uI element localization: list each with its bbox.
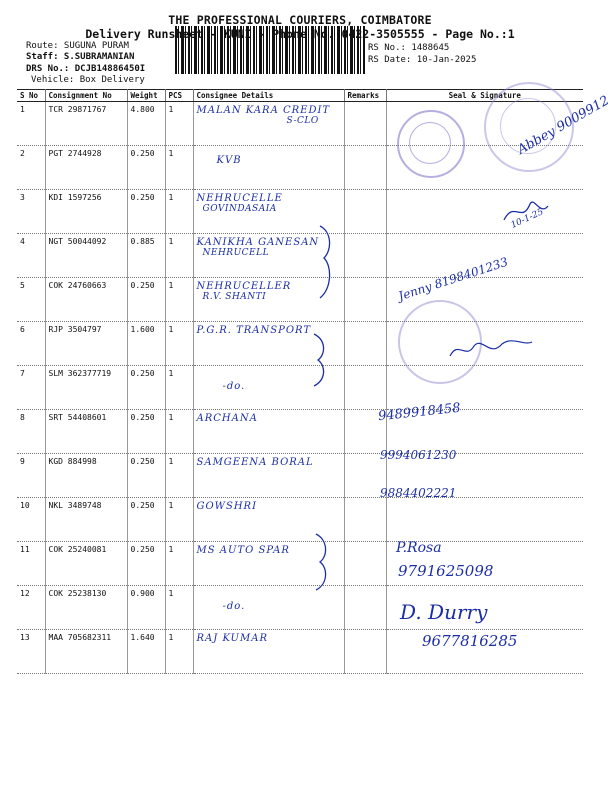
company-title: THE PROFESSIONAL COURIERS, COIMBATORE <box>168 13 432 27</box>
cell-weight: 0.250 <box>127 190 165 234</box>
cell-pcs: 1 <box>165 542 193 586</box>
cell-consignment: KGD 884998 <box>45 454 127 498</box>
cell-sno: 13 <box>17 630 45 674</box>
cell-sno: 4 <box>17 234 45 278</box>
cell-remarks <box>344 278 386 322</box>
cell-sno: 8 <box>17 410 45 454</box>
consignee-handwriting-line2: NEHRUCELL <box>202 248 270 258</box>
cell-consignee <box>193 630 344 674</box>
signature-row-12-name: P.Rosa <box>396 540 442 556</box>
consignee-handwriting: -do. <box>222 381 246 392</box>
cell-pcs: 1 <box>165 586 193 630</box>
cell-consignment: MAA 705682311 <box>45 630 127 674</box>
cell-sno: 7 <box>17 366 45 410</box>
col-consignee: Consignee Details <box>193 90 344 102</box>
consignee-handwriting: RAJ KUMAR <box>196 633 268 644</box>
signature-row-11: 9884402221 <box>380 486 457 500</box>
bracket-mark <box>308 530 338 594</box>
col-pcs: PCS <box>165 90 193 102</box>
cell-pcs: 1 <box>165 498 193 542</box>
cell-remarks <box>344 498 386 542</box>
col-consignment: Consignment No <box>45 90 127 102</box>
cell-consignment: COK 25238130 <box>45 586 127 630</box>
cell-remarks <box>344 146 386 190</box>
cell-weight: 0.250 <box>127 278 165 322</box>
cell-remarks <box>344 366 386 410</box>
cell-weight: 0.250 <box>127 410 165 454</box>
table-row <box>17 586 583 630</box>
cell-pcs: 1 <box>165 146 193 190</box>
signature-row-13-name: D. Durry <box>400 600 488 624</box>
cell-consignee <box>193 410 344 454</box>
signature-row-1: Abbey 9009912 <box>515 93 612 158</box>
cell-pcs: 1 <box>165 366 193 410</box>
consignee-handwriting: P.G.R. TRANSPORT <box>196 325 312 336</box>
cell-consignment: NGT 50044092 <box>45 234 127 278</box>
consignee-handwriting: ARCHANA <box>196 413 258 424</box>
cell-consignment: COK 24760663 <box>45 278 127 322</box>
consignee-handwriting: MALAN KARA CREDIT <box>196 105 331 116</box>
table-row <box>17 454 583 498</box>
table-row <box>17 498 583 542</box>
bracket-mark <box>310 222 340 302</box>
cell-pcs: 1 <box>165 278 193 322</box>
signature-row-13-phone: 9677816285 <box>422 632 518 650</box>
cell-sno: 11 <box>17 542 45 586</box>
consignee-handwriting: MS AUTO SPAR <box>196 545 290 556</box>
consignee-handwriting: SAMGEENA BORAL <box>196 457 314 468</box>
table-row <box>17 542 583 586</box>
signature-scribble <box>446 334 536 364</box>
cell-consignee <box>193 454 344 498</box>
cell-pcs: 1 <box>165 234 193 278</box>
route-label: Route: SUGUNA PURAM <box>26 41 129 51</box>
cell-consignment: TCR 29871767 <box>45 102 127 146</box>
cell-remarks <box>344 234 386 278</box>
cell-consignment: COK 25240081 <box>45 542 127 586</box>
consignee-handwriting: GOWSHRI <box>196 501 258 512</box>
cell-pcs: 1 <box>165 190 193 234</box>
cell-sno: 5 <box>17 278 45 322</box>
col-sno: S No <box>17 90 45 102</box>
round-seal-inner <box>409 122 451 164</box>
runsheet-subtitle: Delivery Runsheet - KUNI - Phone No.:0422-3505555 - Page No.:1 <box>85 27 515 41</box>
col-seal-signature: Seal & Signature <box>386 90 583 102</box>
signature-row-9: 9489918458 <box>377 400 462 425</box>
cell-remarks <box>344 322 386 366</box>
consignee-handwriting-line2: R.V. SHANTI <box>202 292 267 302</box>
runsheet-table <box>17 89 583 674</box>
cell-pcs: 1 <box>165 410 193 454</box>
cell-remarks <box>344 586 386 630</box>
signature-row-5: Jenny 8198401233 <box>396 254 510 304</box>
cell-sno: 12 <box>17 586 45 630</box>
cell-weight: 0.250 <box>127 454 165 498</box>
signature-row-3: 10-1-25 <box>509 207 546 231</box>
rs-date: RS Date: 10-Jan-2025 <box>368 55 477 65</box>
cell-consignment: PGT 2744928 <box>45 146 127 190</box>
cell-pcs: 1 <box>165 322 193 366</box>
cell-consignment: SRT 54408601 <box>45 410 127 454</box>
cell-weight: 0.250 <box>127 146 165 190</box>
cell-remarks <box>344 542 386 586</box>
cell-consignee <box>193 102 344 146</box>
consignee-handwriting: KANIKHA GANESAN <box>196 237 320 248</box>
signature-row-12-phone: 9791625098 <box>398 562 494 580</box>
cell-weight: 0.250 <box>127 498 165 542</box>
cell-sno: 2 <box>17 146 45 190</box>
cell-consignment: KDI 1597256 <box>45 190 127 234</box>
signature-scribble <box>500 190 560 230</box>
cell-consignee <box>193 146 344 190</box>
cell-sno: 1 <box>17 102 45 146</box>
table-row <box>17 278 583 322</box>
consignee-handwriting: KVB <box>216 155 242 166</box>
table-row <box>17 366 583 410</box>
cell-signature <box>386 498 583 542</box>
cell-pcs: 1 <box>165 630 193 674</box>
cell-consignment: NKL 3489748 <box>45 498 127 542</box>
cell-pcs: 1 <box>165 454 193 498</box>
cell-consignment: SLM 362377719 <box>45 366 127 410</box>
cell-sno: 10 <box>17 498 45 542</box>
cell-remarks <box>344 630 386 674</box>
consignee-handwriting-line2: S-CLO <box>286 116 319 126</box>
cell-sno: 6 <box>17 322 45 366</box>
table-row <box>17 190 583 234</box>
vehicle-label: Vehicle: Box Delivery <box>31 75 145 85</box>
table-row <box>17 410 583 454</box>
signature-row-10: 9994061230 <box>380 448 457 462</box>
bracket-mark <box>306 330 336 390</box>
cell-weight: 1.640 <box>127 630 165 674</box>
cell-weight: 0.885 <box>127 234 165 278</box>
cell-pcs: 1 <box>165 102 193 146</box>
cell-weight: 0.250 <box>127 366 165 410</box>
cell-weight: 0.900 <box>127 586 165 630</box>
col-remarks: Remarks <box>344 90 386 102</box>
consignee-handwriting: NEHRUCELLER <box>196 281 292 292</box>
cell-weight: 0.250 <box>127 542 165 586</box>
consignee-handwriting: -do. <box>222 601 246 612</box>
staff-label: Staff: S.SUBRAMANIAN <box>26 52 135 62</box>
cell-remarks <box>344 102 386 146</box>
cell-weight: 1.600 <box>127 322 165 366</box>
consignee-handwriting: NEHRUCELLE <box>196 193 283 204</box>
rs-number: RS No.: 1488645 <box>368 43 450 53</box>
consignee-handwriting-line2: GOVINDASAIA <box>202 204 277 214</box>
cell-sno: 3 <box>17 190 45 234</box>
col-weight: Weight <box>127 90 165 102</box>
cell-weight: 4.800 <box>127 102 165 146</box>
cell-sno: 9 <box>17 454 45 498</box>
cell-consignment: RJP 3504797 <box>45 322 127 366</box>
cell-remarks <box>344 190 386 234</box>
drs-number: DRS No.: DCJB14886450I <box>26 64 146 74</box>
